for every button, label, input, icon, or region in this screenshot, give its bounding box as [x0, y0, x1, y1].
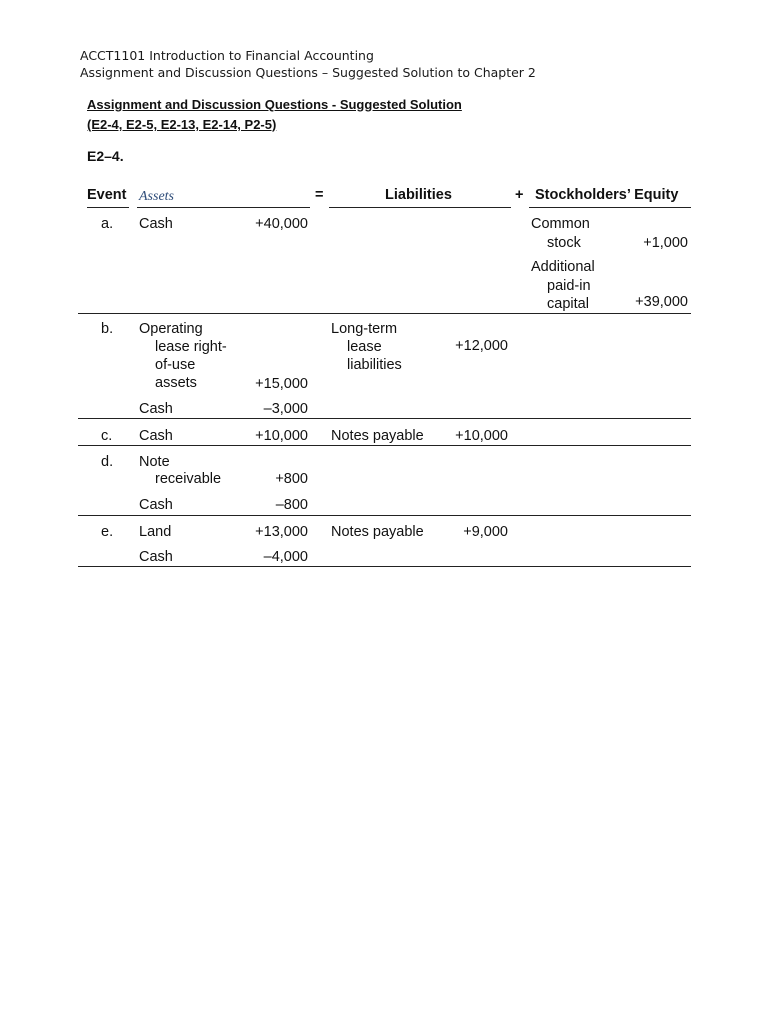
liability-amount: +12,000: [455, 338, 508, 354]
event-label: b.: [101, 321, 114, 337]
liability-account-line3: liabilities: [347, 357, 402, 373]
event-label: a.: [101, 216, 114, 232]
liability-amount: +9,000: [463, 524, 508, 540]
equity-header-underline: [529, 207, 691, 208]
column-header-equity: Stockholders’ Equity: [535, 187, 679, 203]
table-bottom-rule: [78, 566, 691, 567]
asset-account-line4: assets: [155, 375, 197, 391]
row-divider: [78, 515, 691, 516]
asset-account-line2: receivable: [155, 471, 222, 487]
assets-header-underline: [137, 207, 310, 208]
asset-amount: +800: [275, 471, 308, 487]
equity-amount: +39,000: [635, 294, 688, 310]
equals-sign: =: [315, 187, 324, 203]
asset-account-line2: lease right-: [155, 339, 227, 355]
event-label: c.: [101, 428, 113, 444]
asset-account: Cash: [139, 549, 173, 565]
liability-account: Notes payable: [331, 428, 424, 444]
equity-amount: +1,000: [643, 235, 688, 251]
event-label: d.: [101, 454, 114, 470]
row-divider: [78, 445, 691, 446]
plus-sign: +: [515, 187, 524, 203]
event-label: e.: [101, 524, 114, 540]
liabilities-header-underline: [329, 207, 511, 208]
asset-amount: +15,000: [255, 376, 308, 392]
column-header-assets: Assets: [139, 189, 174, 204]
exercise-label: E2–4.: [87, 148, 124, 164]
equity-account-line1: Common: [531, 216, 590, 232]
equity-account-line2: stock: [547, 235, 581, 251]
event-header-underline: [87, 207, 129, 208]
asset-amount: +40,000: [255, 216, 308, 232]
asset-account: Land: [139, 524, 172, 540]
equity-account-line3: capital: [547, 296, 589, 312]
liability-account-line2: lease: [347, 339, 382, 355]
asset-account-line1: Note: [139, 454, 170, 470]
liability-account-line1: Long-term: [331, 321, 398, 337]
row-divider: [78, 313, 691, 314]
equity-account-line1: Additional: [531, 259, 595, 275]
asset-account-line3: of-use: [155, 357, 196, 373]
asset-amount: +13,000: [255, 524, 308, 540]
liability-account: Notes payable: [331, 524, 424, 540]
course-title: ACCT1101 Introduction to Financial Accounting: [80, 48, 374, 63]
column-header-liabilities: Liabilities: [385, 187, 452, 203]
asset-account: Cash: [139, 216, 173, 232]
asset-amount: –3,000: [263, 401, 308, 417]
row-divider: [78, 418, 691, 419]
column-header-event: Event: [87, 187, 127, 203]
asset-amount: –800: [275, 497, 308, 513]
asset-account: Cash: [139, 428, 173, 444]
solution-exercise-list: (E2-4, E2-5, E2-13, E2-14, P2-5): [87, 117, 277, 132]
asset-account: Cash: [139, 497, 173, 513]
asset-account-line1: Operating: [139, 321, 203, 337]
asset-amount: +10,000: [255, 428, 308, 444]
solution-title: Assignment and Discussion Questions - Suggested Solution: [87, 97, 462, 112]
equity-account-line2: paid-in: [547, 278, 591, 294]
liability-amount: +10,000: [455, 428, 508, 444]
document-subtitle: Assignment and Discussion Questions – Suggested Solution to Chapter 2: [80, 65, 536, 80]
asset-amount: –4,000: [263, 549, 308, 565]
asset-account: Cash: [139, 401, 173, 417]
